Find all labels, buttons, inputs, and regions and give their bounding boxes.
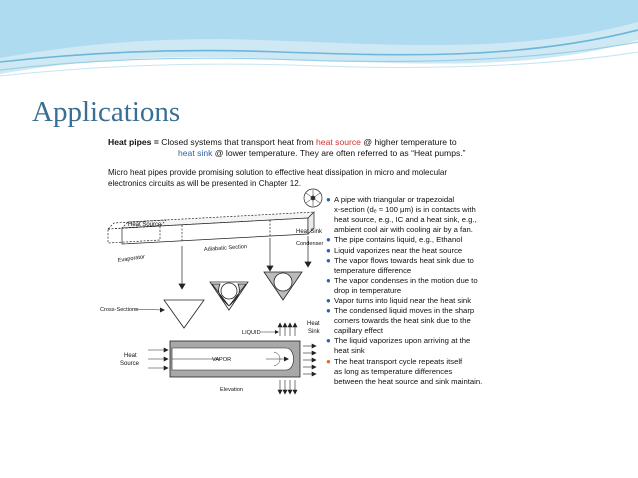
bullet-dot-icon: ● bbox=[326, 306, 331, 316]
heat-sink-term: heat sink bbox=[178, 148, 213, 158]
heat-pipes-definition-line2 bbox=[178, 148, 466, 159]
equals-sign: = bbox=[151, 137, 162, 147]
intro-line-1: Micro heat pipes provide promising solution to effective heat dissipation in micro and molecular bbox=[108, 168, 448, 177]
bullet-line: The condensed liquid moves in the sharp bbox=[334, 306, 475, 316]
elevation-label: Elevation bbox=[220, 387, 244, 393]
heat-sink-arrows-right bbox=[303, 344, 316, 376]
bullet-line: as long as temperature differences bbox=[334, 366, 453, 376]
definition-text-a: Closed systems that transport heat from bbox=[161, 137, 317, 147]
bullet-item bbox=[326, 296, 544, 306]
bullet-line: heat sink bbox=[334, 346, 365, 356]
cross-sections bbox=[164, 272, 302, 328]
slide-title: Applications bbox=[32, 96, 181, 128]
bullet-line: The vapor flows towards heat sink due to bbox=[334, 255, 474, 265]
bullet-item bbox=[326, 356, 544, 387]
heat-source-label-2a: Heat bbox=[124, 353, 137, 359]
bullet-line: The liquid vaporizes upon arriving at the bbox=[334, 336, 471, 346]
bullet-item bbox=[326, 235, 544, 245]
heat-source-arrows bbox=[148, 348, 168, 370]
heat-source-label-2b: Source bbox=[120, 361, 140, 367]
bullet-line: capillary effect bbox=[334, 326, 383, 336]
bullet-item bbox=[326, 306, 544, 336]
condenser-label: Condenser bbox=[296, 241, 324, 247]
bullet-dot-icon: ● bbox=[326, 195, 331, 204]
bullet-line: between the heat source and sink maintain. bbox=[334, 376, 483, 386]
bullet-item bbox=[326, 245, 544, 256]
bullet-line: The heat transport cycle repeats itself bbox=[334, 356, 463, 366]
bullet-line: A pipe with triangular or trapezoidal bbox=[334, 195, 455, 204]
bullet-line: Vapor turns into liquid near the heat sink bbox=[334, 296, 472, 305]
heat-sink-arrows-top bbox=[278, 323, 297, 336]
heat-pipes-term: Heat pipes bbox=[108, 137, 152, 147]
bullet-dot-icon: ● bbox=[326, 235, 331, 245]
bullet-line: temperature difference bbox=[334, 265, 412, 275]
liquid-label: LIQUID bbox=[242, 330, 261, 336]
bullet-dot-icon: ● bbox=[326, 296, 331, 305]
bullet-item bbox=[326, 275, 544, 296]
bullet-line: Liquid vaporizes near the heat source bbox=[334, 245, 463, 255]
bullet-item bbox=[326, 336, 544, 356]
definition-text-c: @ lower temperature. They are often referred to as “Heat pumps.” bbox=[212, 148, 466, 158]
cross-section-evaporator bbox=[164, 300, 204, 328]
cross-sections-label: Cross-Sections bbox=[100, 307, 138, 313]
bullet-line: drop in temperature bbox=[334, 285, 402, 295]
heat-sink-arrows-bottom bbox=[278, 380, 297, 394]
bullet-line: The pipe contains liquid, e.g., Ethanol bbox=[334, 235, 463, 245]
bullet-line: ambient cool air with cooling air by a fan. bbox=[334, 225, 473, 235]
heat-sink-label: Heat Sink bbox=[296, 229, 323, 235]
bullet-item bbox=[326, 195, 544, 235]
bullet-line: heat source, e.g., IC and a heat sink, e.g., bbox=[334, 215, 477, 225]
bullet-dot-icon: ● bbox=[326, 356, 331, 366]
bullet-dot-icon: ● bbox=[326, 245, 331, 255]
vapor-label: VAPOR bbox=[212, 357, 232, 363]
heat-sink-label-2a: Heat bbox=[307, 321, 320, 327]
bullet-dot-icon: ● bbox=[326, 275, 331, 285]
bullet-item bbox=[326, 255, 544, 276]
heat-pipes-definition-line1 bbox=[108, 137, 457, 148]
evaporator-label: Evaporator bbox=[117, 254, 146, 264]
heat-source-label: Heat Source bbox=[128, 222, 162, 228]
adiabatic-section-label: Adiabatic Section bbox=[203, 243, 248, 253]
elevation-view bbox=[170, 341, 300, 377]
bullet-line: The vapor condenses in the motion due to bbox=[334, 275, 478, 285]
heat-sink-label-2b: Sink bbox=[308, 329, 320, 335]
slide-content-image bbox=[100, 133, 538, 440]
header-wave-decoration bbox=[0, 0, 638, 90]
bullet-dot-icon: ● bbox=[326, 255, 331, 265]
bullet-line: corners towards the heat sink due to the bbox=[334, 316, 471, 326]
intro-line-2: electronics circuits as will be presented in Chapter 12. bbox=[108, 179, 301, 188]
heat-source-term: heat source bbox=[316, 137, 361, 147]
bullet-line: x-section (dₑ ≈ 100 μm) is in contacts with bbox=[334, 205, 476, 215]
heat-pipe-diagram bbox=[100, 188, 332, 438]
bullet-dot-icon: ● bbox=[326, 336, 331, 346]
definition-text-b: @ higher temperature to bbox=[360, 137, 457, 147]
